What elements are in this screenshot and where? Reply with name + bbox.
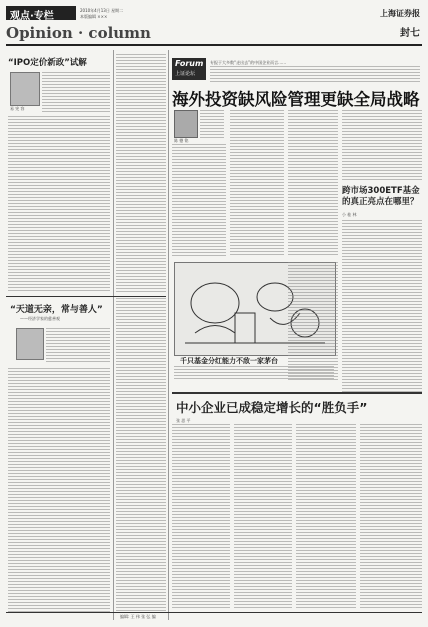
footer-rule (6, 612, 422, 613)
author-name: 小 桂 林 (342, 212, 357, 217)
editor-line: 本版编辑 ××× (80, 14, 108, 19)
masthead (6, 6, 422, 50)
cartoon-caption: 千只基金分红能力不敌一家茅台 (180, 357, 278, 365)
body-text (172, 424, 230, 610)
body-text (172, 144, 226, 256)
author-photo (174, 110, 198, 138)
body-text (234, 424, 292, 610)
masthead-rule (6, 44, 422, 46)
body-text (296, 424, 356, 610)
body-text (342, 220, 422, 392)
body-text (116, 298, 166, 612)
forum-subtag: 上证论坛 (175, 71, 196, 77)
article-headline: 跨市场300ETF基金的真正亮点在哪里？ (342, 186, 420, 207)
author-photo (10, 72, 40, 106)
section-english-title: Opinion · column (6, 24, 151, 42)
author-photo (16, 328, 44, 360)
section-rule (6, 296, 166, 297)
body-text (360, 424, 422, 610)
body-text (42, 72, 110, 112)
body-text (200, 110, 224, 140)
article-title: “IPO定价新政”试解 (8, 58, 87, 68)
feature-intro: 专报于大多数“走出去”的中国企业而言…… (210, 60, 287, 65)
body-text (342, 110, 422, 180)
author-name: 陈 德 铭 (174, 138, 189, 143)
article-title: “天道无亲，常与善人” (10, 305, 103, 315)
col2-body-text (116, 54, 166, 294)
body-text (230, 110, 284, 256)
forum-tag: Forum (175, 59, 204, 68)
body-text (8, 368, 110, 612)
column-divider (168, 50, 169, 620)
section-title: 观点·专栏 (10, 11, 54, 22)
body-text (288, 110, 338, 256)
page-label: 封七 (400, 28, 420, 39)
article-subtitle: ——经济学家的慈善观 (20, 316, 60, 321)
article-headline: 中小企业已成稳定增长的“胜负手” (176, 400, 368, 415)
body-text (8, 116, 110, 292)
col1-article-1 (6, 50, 112, 294)
brand-logo: 上海证券报 (380, 8, 420, 18)
body-text (46, 328, 110, 364)
author-name: 易 宪 容 (10, 106, 25, 111)
date-line: 2010年4月13日 星期二 (80, 8, 124, 13)
footer-editor: 编辑: 王 伟 张 弘 编 (120, 614, 156, 619)
feature-headline: 海外投资缺风险管理更缺全局战略 (172, 90, 420, 109)
body-text (288, 262, 338, 382)
author-name: 张 思 平 (176, 418, 191, 423)
col1-article-2 (6, 298, 166, 618)
section-rule (172, 392, 422, 394)
feature-intro-text (210, 66, 420, 82)
